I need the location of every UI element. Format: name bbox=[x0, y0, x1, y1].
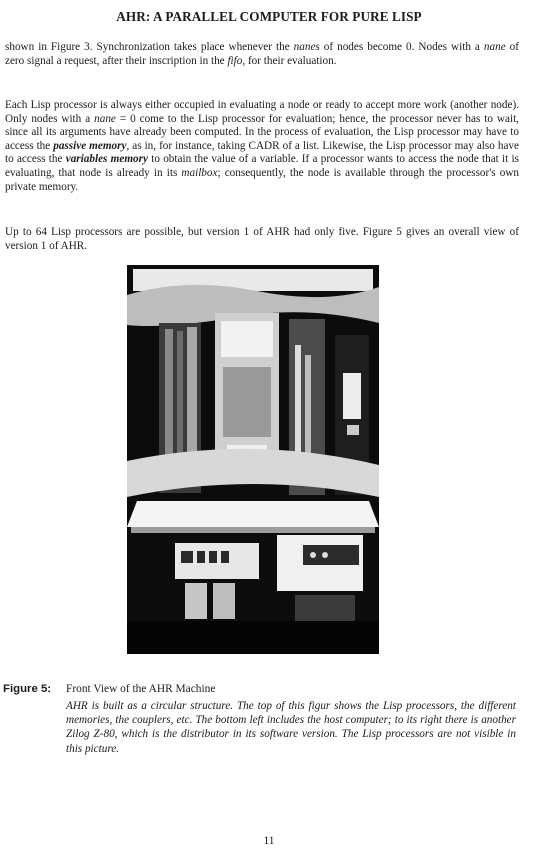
text-run: of zero signal a request, after their inscription in the bbox=[5, 41, 519, 67]
emphasis-term: nanes bbox=[293, 41, 320, 53]
page-number: 11 bbox=[263, 835, 275, 847]
figure-label: Figure 5: bbox=[3, 683, 52, 695]
text-run: , for their evaluation. bbox=[242, 54, 337, 67]
emphasis-term: mailbox bbox=[181, 166, 218, 179]
text-run: shown in Figure 3. Synchronization takes place whenever the bbox=[5, 41, 294, 53]
emphasis-term: fifo bbox=[227, 54, 243, 67]
ahr-machine-photo bbox=[127, 265, 379, 654]
text-run: to obtain the value of a variable. If a processor wants to access the node that it is evaluating, that node is already in its bbox=[5, 153, 519, 179]
paragraph-3-text: Up to 64 Lisp processors are possible, but version 1 of AHR had only five. Figure 5 gives an overall view of version 1 of AHR. bbox=[5, 226, 519, 252]
paragraph-1 bbox=[5, 41, 519, 68]
photo-illustration bbox=[127, 265, 379, 654]
emphasis-term: nane bbox=[94, 112, 116, 125]
text-run: Each Lisp processor is always either occupied in evaluating a node or ready to accept more work (another node). Only nodes with a bbox=[5, 99, 519, 125]
figure-description: AHR is built as a circular structure. The top of this figur shows the Lisp processors, the different memories, the couplers, etc. The bottom left includes the host computer; to its right there is another Zilog Z-80, which is the distributor in its software version. The Lisp processors are not visible in this picture. bbox=[66, 700, 516, 755]
text-run: of nodes become 0. Nodes with a bbox=[319, 41, 484, 53]
text-run: , as in, for instance, taking CADR of a list. Likewise, the Lisp processor may also have to access the bbox=[5, 139, 519, 166]
text-run: ; consequently, the node is available through the processor's own private memory. bbox=[5, 166, 519, 193]
emphasis-term: passive memory bbox=[53, 139, 127, 152]
text-run: = 0 come to the Lisp processor for evaluation; hence, the processor never has to wait, since all its arguments have already been computed. In the process of evaluation, the Lisp processor may have to access the bbox=[5, 112, 519, 152]
figure-title: Front View of the AHR Machine bbox=[66, 683, 216, 695]
emphasis-term: variables memory bbox=[65, 153, 148, 166]
emphasis-term: nane bbox=[483, 41, 506, 53]
paragraph-2 bbox=[5, 99, 519, 194]
paragraph-3 bbox=[5, 226, 519, 253]
running-title: AHR: A PARALLEL COMPUTER FOR PURE LISP bbox=[116, 9, 422, 24]
